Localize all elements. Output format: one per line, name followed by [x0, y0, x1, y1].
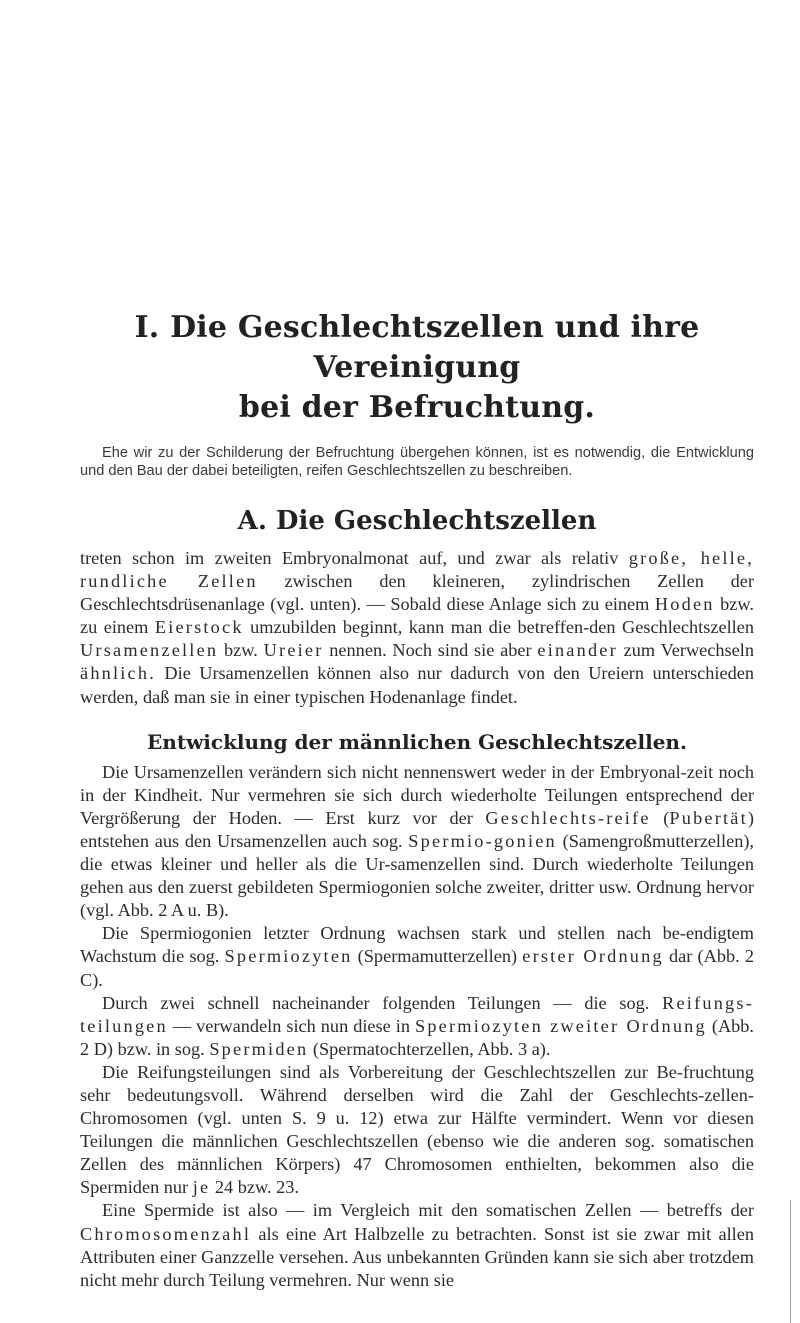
section-male-body	[80, 761, 754, 1292]
text-run: 24 bzw. 23.	[210, 1177, 299, 1198]
chapter-title	[80, 308, 754, 428]
text-run: ) entstehen aus den Ursamenzellen auch sog.	[80, 807, 754, 851]
emphasis-text: Spermiozyten	[224, 946, 353, 967]
book-page	[80, 308, 754, 1292]
section-male-paragraph-2	[80, 922, 754, 991]
emphasis-text: Spermiozyten zweiter Ordnung	[414, 1015, 707, 1036]
section-male-paragraph-1	[80, 761, 754, 923]
section-a-body	[80, 547, 754, 709]
emphasis-text: Ursamenzellen	[80, 640, 219, 661]
text-run: zum Verwechseln	[617, 640, 754, 661]
chapter-title-line-2: bei der Befruchtung.	[238, 390, 596, 425]
text-run: als eine Art Halbzelle zu betrachten. Sonst ist sie zwar mit allen Attributen einer Ganzzelle versehen. Aus unbekannten Gründen kann sie sich aber trotzdem nicht mehr durch Teilung vermehren. Nur wenn sie	[80, 1223, 754, 1290]
text-run: Die Spermiogonien letzter Ordnung wachsen stark und stellen nach be-endigtem Wachstum die sog.	[80, 923, 754, 967]
emphasis-text: Reifungs-teilungen	[80, 992, 754, 1036]
section-male-paragraph-3	[80, 992, 754, 1061]
text-run: (Abb. 2 D) bzw. in sog.	[80, 1015, 755, 1059]
section-a-paragraph-1	[80, 547, 754, 709]
text-run: dar (Abb. 2 C).	[80, 946, 754, 990]
emphasis-text: Ureier	[263, 640, 324, 661]
chapter-title-line-1: I. Die Geschlechtszellen und ihre Vereinigung	[134, 310, 700, 385]
emphasis-text: Hoden	[654, 594, 715, 615]
text-run: Die Reifungsteilungen sind als Vorbereitung der Geschlechtszellen zur Be-fruchtung sehr bedeutungsvoll. Während derselben wird die Zahl der Geschlechts-zellen-Chromosomen (vgl. unten S. 9 u. 12) etwa zur Hälfte vermindert. Wenn vor diesen Teilungen die männlichen Geschlechtszellen (ebenso wie die anderen sog. somatischen Zellen des männlichen Körpers) 47 Chromosomen enthielten, bekommen also die Spermiden nur	[80, 1061, 754, 1198]
emphasis-text: Pubertät	[669, 807, 748, 828]
section-heading-maennliche-geschlechtszellen: Entwicklung der männlichen Geschlechtszellen.	[147, 729, 687, 754]
intro-paragraph: Ehe wir zu der Schilderung der Befruchtung übergehen können, ist es notwendig, die Entwicklung und den Bau der dabei beteiligten, reifen Geschlechtszellen zu beschreiben.	[80, 445, 754, 479]
text-run: bzw.	[218, 640, 264, 661]
emphasis-text: Geschlechts-reife	[485, 807, 651, 828]
section-heading-geschlechtszellen: A. Die Geschlechtszellen	[237, 506, 597, 536]
text-run: Die Ursamenzellen verändern sich nicht nennenswert weder in der Embryonal-zeit noch in der Kindheit. Nur vermehren sie sich durch wiederholte Teilungen entsprechend der Vergrößerung der Hoden. — Erst kurz vor der	[80, 761, 754, 828]
section-male-paragraph-5	[80, 1199, 754, 1291]
text-run: Eine Spermide ist also — im Vergleich mit den somatischen Zellen — betreffs der	[102, 1200, 754, 1221]
text-run: zwischen den kleineren, zylindrischen Zellen der Geschlechtsdrüsenanlage (vgl. unten). — Sobald diese Anlage sich zu einem	[80, 571, 754, 615]
text-run: nennen. Noch sind sie aber	[323, 640, 538, 661]
text-run: (Spermatochterzellen, Abb. 3 a).	[308, 1038, 551, 1059]
emphasis-text: große, helle, rundliche Zellen	[80, 548, 754, 592]
text-run: treten schon im zweiten Embryonalmonat auf, und zwar als relativ	[80, 548, 629, 568]
emphasis-text: Spermio-gonien	[408, 830, 557, 851]
text-run: (Samengroßmutterzellen), die etwas kleiner und heller als die Ur-samenzellen sind. Durch wiederholte Teilungen gehen aus den zuerst gebildeten Spermiogonien solche zweiter, dritter usw. Ordnung hervor (vgl. Abb. 2 A u. B).	[80, 830, 754, 921]
emphasis-text: einander	[537, 640, 618, 661]
emphasis-text: erster Ordnung	[522, 946, 664, 967]
text-run: Durch zwei schnell nacheinander folgenden Teilungen — die sog.	[102, 992, 663, 1013]
emphasis-text: Chromosomenzahl	[80, 1223, 252, 1244]
page-edge-line	[790, 1200, 791, 1323]
text-run: (Spermamutterzellen)	[352, 946, 523, 967]
text-run: Die Ursamenzellen können also nur dadurch von den Ureiern unterschieden werden, daß man sie in einer typischen Hodenanlage findet.	[80, 663, 754, 707]
emphasis-text: je	[192, 1177, 211, 1198]
section-male-paragraph-4	[80, 1061, 754, 1200]
text-run: (	[650, 807, 670, 828]
text-run: umzubilden beginnt, kann man die betreffen-den Geschlechtszellen	[243, 617, 754, 638]
emphasis-text: Spermiden	[209, 1038, 309, 1059]
text-run: bzw. zu einem	[80, 594, 754, 638]
emphasis-text: Eierstock	[154, 617, 244, 638]
emphasis-text: ähnlich.	[80, 663, 156, 684]
text-run: — verwandeln sich nun diese in	[167, 1015, 415, 1036]
